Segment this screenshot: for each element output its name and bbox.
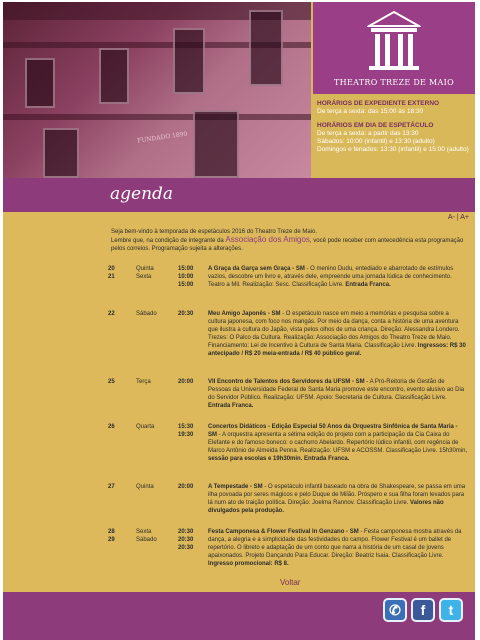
event-description (208, 528, 468, 568)
friends-association-link[interactable]: Associação dos Amigos (225, 235, 310, 244)
event-times: 20:00 (178, 484, 194, 490)
hours-line: Sábados: 10:00 (infantil) e 13:30 (adulto) (317, 138, 435, 145)
back-link[interactable]: Voltar (280, 578, 301, 587)
event-weekdays: Terça (136, 379, 151, 385)
theatre-photo (3, 2, 311, 178)
event-days: 27 (108, 484, 115, 490)
event-body: - O menino Dudu, entediado e abarrotado de estímulos vazios, descobre um livro e, através dele, empreende uma jornada lúdica de conhecimento. Teatro a Mil. Realização: Sesc. Classificação Livre. (208, 266, 454, 288)
agenda-title-bar (3, 178, 475, 212)
event-title[interactable]: A Graça da Garça sem Graça - SM (208, 266, 305, 272)
hours-title-external: HORÁRIOS DE EXPEDIENTE EXTERNO (317, 100, 440, 107)
event-body: - A Pró-Reitoria de Gestão de Pessoas da Universidade Federal de Santa Maria promove este encontro, evento alusivo ao Dia do Servidor Público. Realização: UFSM. Apoio: Secretaria de Cultura. Classificação Livre. (208, 379, 465, 401)
event-title[interactable]: Meu Amigo Japonês - SM (208, 311, 281, 317)
event-weekdays: Quarta (136, 424, 155, 430)
event-body: - O espetáculo infantil baseado na obra de Shakespeare, se passa em uma ilha povoada por seres mágicos e pelo Duque de Milão. Próspero e sua filha foram levados para lá num ato de traição política. Direção: Joelma Rannov. Classificação Livre. (208, 484, 466, 506)
event-body: - O espetáculo nasce em meio a memórias e pesquisa sobre a cultura japonesa, com foco nos mangás. Por meio da dança, conta a história de uma aventura que ilustra a cultura do Japão, vista pelos olhos de uma criança. Direção: Alessandra Londero. Trezes: O Palco da Cultura. Realização: Associação dos Amigos do Theatro Treze de Maio. Financiamento: Lei de Incentivo à Cultura de Santa Maria. Classificação Livre. (208, 311, 460, 349)
event-times: 15:00 10:00 15:00 (178, 266, 194, 288)
twitter-button[interactable] (439, 598, 463, 622)
event-title[interactable]: Festa Camponesa & Flower Festival In Genzano - SM (208, 529, 359, 535)
event-price: Valores não divulgados pela produção. (208, 500, 444, 514)
event-price: Ingressos: R$ 30 antecipado / R$ 20 meia-entrada / R$ 40 público geral. (208, 343, 466, 357)
opening-hours (317, 100, 475, 154)
facebook-icon: f (420, 602, 426, 618)
hours-line: De terça a sexta: a partir das 13:30 (317, 130, 419, 137)
event-times: 20:30 (178, 311, 194, 317)
event-price: Entrada Franca. (208, 403, 254, 409)
event-description (208, 378, 468, 410)
hours-line: De terça a sexta: das 15:00 às 18:30 (317, 108, 424, 115)
event-body: - A orquestra apresenta a sétima edição do projeto com a participação da Cia Caixa do Elefante e do famoso boneco: o cachorro Abelardo. Repertório lúdico infantil, com regência de Marco Antônio de Almeida Penna. Realização: UFSM e ACOSSM. Classificação Livre. 15h30min, (208, 432, 468, 454)
event-title[interactable]: A Tempestade - SM (208, 484, 263, 490)
event-days: 26 (108, 424, 115, 430)
event-price: Ingresso promocional: R$ 8. (208, 561, 289, 567)
theatre-building-icon (367, 10, 421, 72)
phone-button[interactable] (383, 598, 407, 622)
intro-line: Lembre que, na condição de integrante da Associação dos Amigos, você pode receber com antecedência esta programação pelos correios. Programação sujeita a alterações. (111, 235, 464, 252)
phone-icon: ✆ (389, 601, 401, 618)
logo-text: THEATRO TREZE DE MAIO (334, 78, 454, 87)
event-title[interactable]: Concertos Didáticos - Edição Especial 50 Anos da Orquestra Sinfônica de Santa Maria - SM (208, 424, 458, 438)
event-description (208, 265, 468, 289)
event-times: 20:00 (178, 379, 194, 385)
footer (3, 592, 475, 640)
event-days: 20 21 (108, 266, 115, 280)
hours-title-show-day: HORÁRIOS EM DIA DE ESPETÁCULO (317, 122, 434, 129)
event-days: 28 29 (108, 529, 115, 543)
event-price: sessão para escolas e 19h30min. Entrada Franca. (208, 456, 350, 462)
twitter-icon: t (448, 602, 454, 618)
event-description (208, 483, 468, 515)
theatre-logo[interactable] (313, 2, 475, 94)
hours-line: Domingos e feriados: 13:30 (infantil) e 15:00 (adulto) (317, 146, 469, 153)
font-size-controls[interactable]: A- | A+ (447, 214, 469, 221)
event-weekdays: Sábado (136, 311, 157, 317)
event-times: 15:30 19:30 (178, 424, 194, 438)
event-title[interactable]: VII Encontro de Talentos dos Servidores da UFSM - SM (208, 379, 365, 385)
event-body: - Festa camponesa mostra através da dança, a alegria e a simplicidade das festividades do campo. Flower Festival é um ballet de repertório. O libreto e adaptação de um conto que narra a história de um casal de jovens apaixonados. Projeto Dançando Para Educar. Direção: Beatriz Isaia. Classificação Livre. (208, 529, 462, 559)
event-description (208, 310, 468, 358)
facebook-button[interactable] (411, 598, 435, 622)
intro-line: Seja bem-vindo à temporada de espetáculos 2016 do Theatro Treze de Maio. (111, 229, 318, 235)
event-weekdays: Sexta Sábado (136, 529, 157, 543)
photo-sign: FUNDADO 1890 (136, 130, 188, 145)
event-weekdays: Quinta (136, 484, 154, 490)
event-description (208, 423, 468, 463)
event-days: 22 (108, 311, 115, 317)
event-price: Entrada Franca. (345, 282, 391, 288)
intro-text (111, 228, 471, 253)
event-days: 25 (108, 379, 115, 385)
header (3, 2, 475, 178)
event-weekdays: Quinta Sexta (136, 266, 154, 280)
page-title: agenda (110, 184, 174, 204)
event-times: 20:30 20:30 20:30 (178, 529, 194, 551)
